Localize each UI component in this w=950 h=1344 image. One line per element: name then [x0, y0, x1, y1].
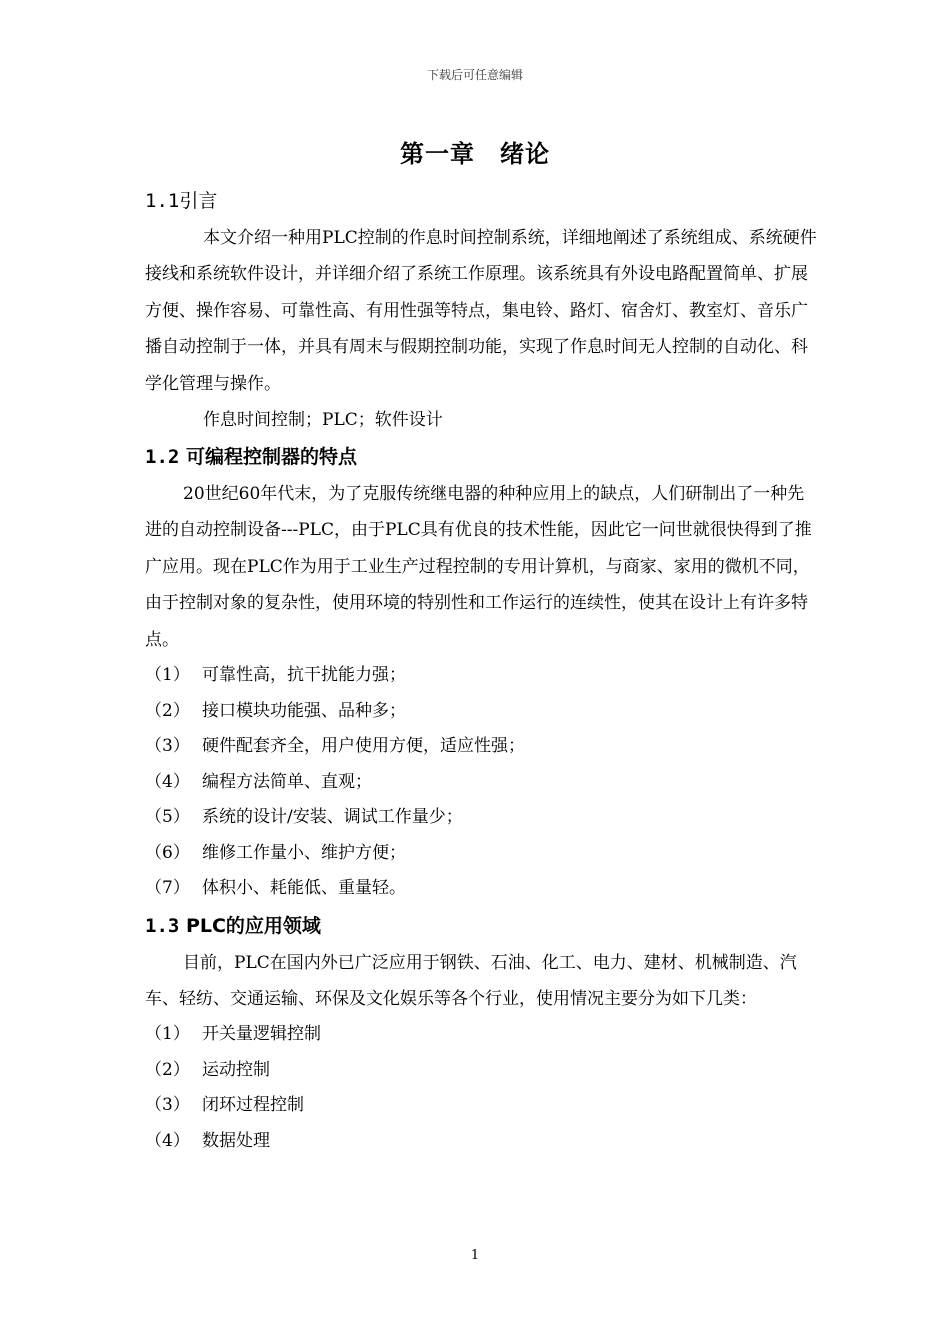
list-marker: （4）	[145, 771, 190, 792]
list-item-text: 运动控制	[202, 1059, 270, 1080]
section-heading-text: 引言	[179, 190, 218, 212]
list-item	[145, 836, 817, 872]
list-marker: （2）	[145, 1059, 190, 1080]
keywords-line: 作息时间控制；PLC；软件设计	[203, 410, 443, 431]
section-heading-1-3	[145, 907, 817, 945]
list-marker: （6）	[145, 842, 190, 863]
list-item-text: 体积小、耗能低、重量轻。	[202, 878, 406, 899]
section-number: 1.3	[145, 914, 180, 937]
header-note: 下载后可任意编辑	[426, 68, 523, 82]
section-heading-1-2	[145, 438, 817, 476]
list-item-text: 编程方法简单、直观；	[202, 771, 372, 792]
list-item	[145, 658, 817, 694]
list-item-text: 闭环过程控制	[202, 1095, 304, 1116]
list-item-text: 硬件配套齐全，用户使用方便，适应性强；	[202, 736, 525, 757]
document-body	[145, 182, 817, 1159]
list-item	[145, 1124, 817, 1160]
list-item	[145, 1017, 817, 1053]
list-item-text: 系统的设计/安装、调试工作量少；	[202, 807, 463, 828]
list-item	[145, 729, 817, 765]
list-item	[145, 800, 817, 836]
list-item-text: 维修工作量小、维护方便；	[202, 842, 406, 863]
list-item	[145, 694, 817, 730]
list-item	[145, 1053, 817, 1089]
list-marker: （1）	[145, 1024, 190, 1045]
section-heading-text: 可编程控制器的特点	[185, 446, 357, 469]
chapter-title: 第一章 绪论	[400, 140, 550, 168]
applications-paragraph: 目前，PLC在国内外已广泛应用于钢铁、石油、化工、电力、建材、机械制造、汽车、轻纺、交通运输、环保及文化娱乐等各个行业，使用情况主要分为如下几类：	[145, 952, 797, 1009]
list-marker: （4）	[145, 1130, 190, 1151]
list-item	[145, 765, 817, 801]
section-heading-1-1	[145, 182, 817, 220]
list-marker: （5）	[145, 807, 190, 828]
list-marker: （1）	[145, 665, 190, 686]
features-paragraph: 20世纪60年代末，为了克服传统继电器的种种应用上的缺点，人们研制出了一种先进的自动控制设备---PLC，由于PLC具有优良的技术性能，因此它一问世就很快得到了推广应用。现在PLC作为用于工业生产过程控制的专用计算机，与商家、家用的微机不同，由于控制对象的复杂性，使用环境的特别性和工作运行的连续性，使其在设计上有许多特点。	[145, 484, 812, 650]
features-list	[145, 658, 817, 907]
list-marker: （3）	[145, 1095, 190, 1116]
list-item-text: 可靠性高，抗干扰能力强；	[202, 665, 406, 686]
list-item-text: 开关量逻辑控制	[202, 1024, 321, 1045]
list-item	[145, 871, 817, 907]
applications-list	[145, 1017, 817, 1159]
section-number: 1.1	[145, 190, 180, 212]
list-marker: （3）	[145, 736, 190, 757]
list-item-text: 接口模块功能强、品种多；	[202, 700, 406, 721]
list-marker: （2）	[145, 700, 190, 721]
page-number: 1	[470, 1248, 480, 1263]
list-item-text: 数据处理	[202, 1130, 270, 1151]
intro-paragraph: 本文介绍一种用PLC控制的作息时间控制系统，详细地阐述了系统组成、系统硬件接线和系统软件设计，并详细介绍了系统工作原理。该系统具有外设电路配置简单、扩展方便、操作容易、可靠性高、有用性强等特点，集电铃、路灯、宿舍灯、教室灯、音乐广播自动控制于一体，并具有周末与假期控制功能，实现了作息时间无人控制的自动化、科学化管理与操作。	[145, 228, 817, 394]
list-marker: （7）	[145, 878, 190, 899]
section-number: 1.2	[145, 446, 180, 469]
list-item	[145, 1088, 817, 1124]
section-heading-text: PLC的应用领域	[185, 914, 321, 937]
